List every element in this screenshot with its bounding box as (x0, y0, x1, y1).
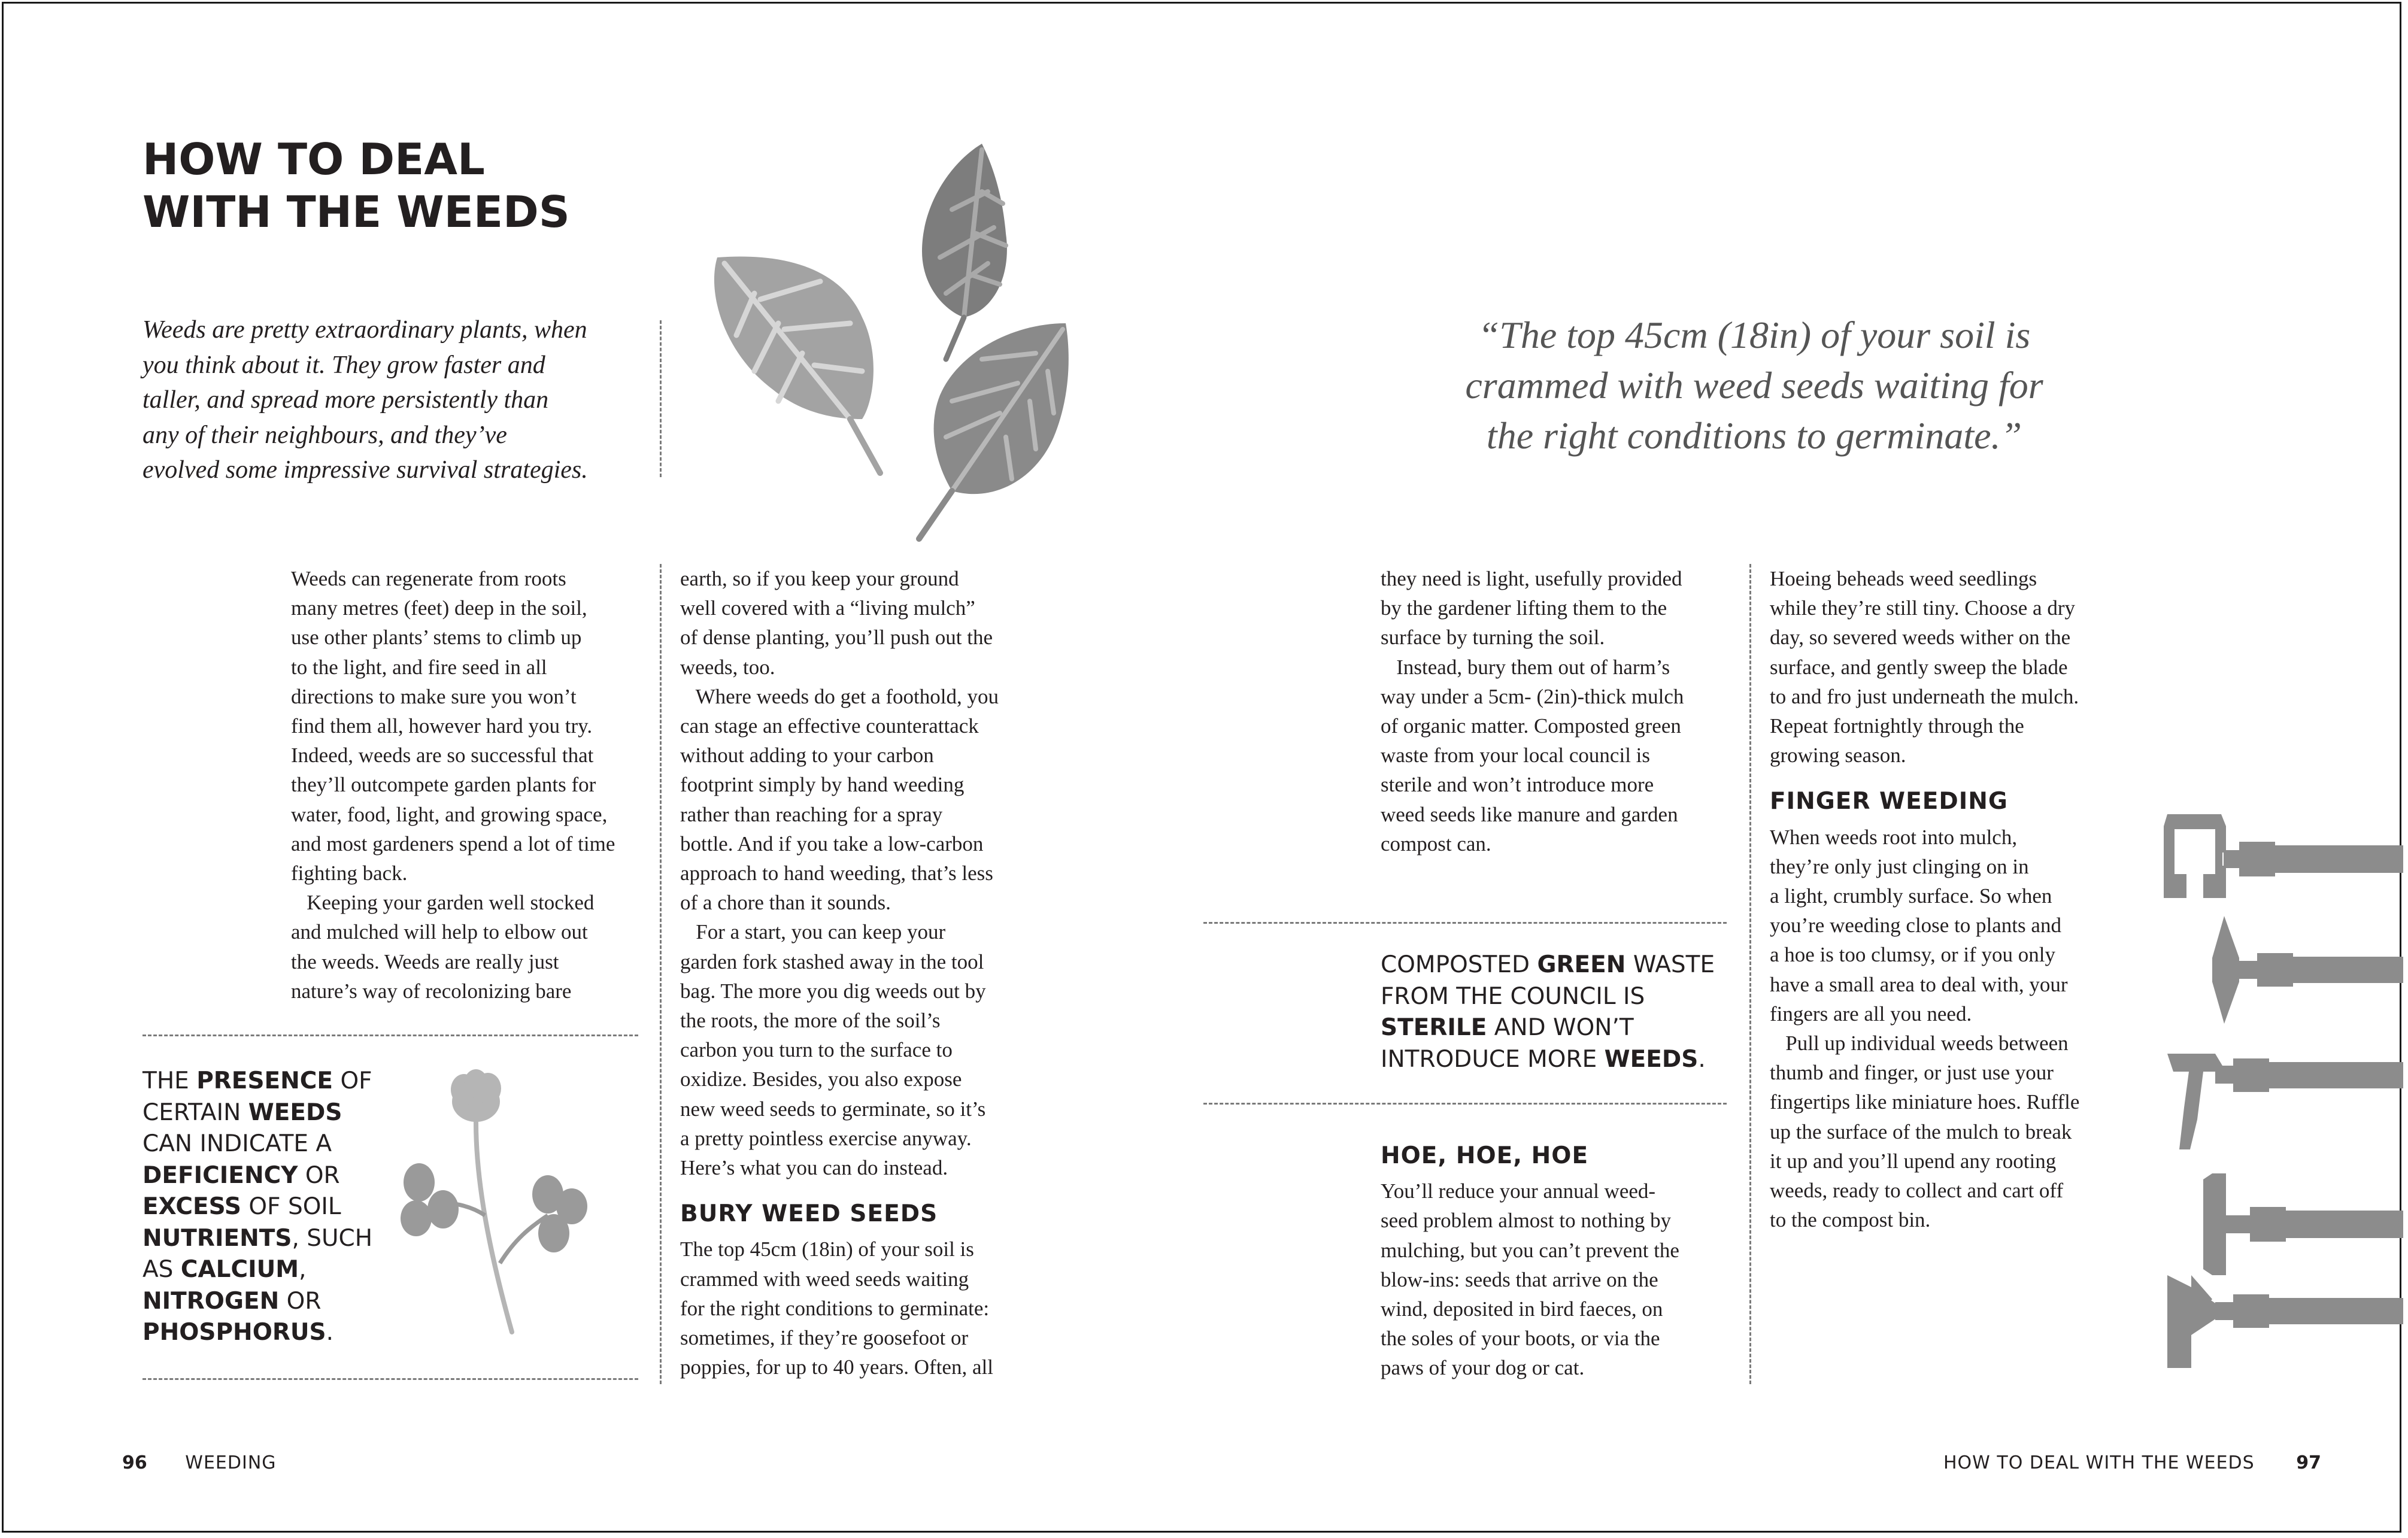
text-line: for the right conditions to germinate: (680, 1296, 990, 1320)
text-line: When weeds root into mulch, (1770, 825, 2018, 849)
pull-quote (1371, 310, 2137, 461)
page-number-left: 96 (122, 1452, 147, 1473)
text-line: rather than reaching for a spray (680, 802, 943, 826)
text-line: directions to make sure you won’t (291, 684, 577, 708)
text-line: mulching, but you can’t prevent the (1381, 1238, 1679, 1262)
text-line: day, so severed weeds wither on the (1770, 626, 2071, 650)
text-line: thumb and finger, or just use your (1770, 1061, 2054, 1085)
text-line: it up and you’ll upend any rooting (1770, 1149, 2057, 1173)
text-line: oxidize. Besides, you also expose (680, 1067, 962, 1091)
right-callout-top-divider (1203, 922, 1727, 924)
quote-line: the right conditions to germinate.” (1486, 414, 2022, 457)
text-line: fingertips like miniature hoes. Ruffle (1770, 1090, 2080, 1114)
text-line: many metres (feet) deep in the soil, (291, 596, 587, 620)
text-line: they’re only just clinging on in (1770, 854, 2029, 878)
text-line: way under a 5cm- (2in)-thick mulch (1381, 684, 1684, 708)
text-line: Hoeing beheads weed seedlings (1770, 567, 2037, 590)
text-line: earth, so if you keep your ground (680, 567, 959, 590)
section-heading-bury: BURY WEED SEEDS (680, 1200, 938, 1228)
text-line: growing season. (1770, 744, 1906, 768)
text-line: Instead, bury them out of harm’s (1381, 655, 1670, 679)
text-line: the weeds. Weeds are really just (291, 950, 559, 973)
text-line: they need is light, usefully provided (1381, 567, 1682, 590)
text-line: the roots, the more of the soil’s (680, 1009, 941, 1033)
right-footer (1943, 1451, 2321, 1475)
text-line: and most gardeners spend a lot of time (291, 832, 615, 856)
text-line: they’ll outcompete garden plants for (291, 773, 596, 797)
text-line: to and fro just underneath the mulch. (1770, 684, 2079, 708)
text-line: of a chore than it sounds. (680, 891, 891, 915)
intro-line: Weeds are pretty extraordinary plants, when (142, 316, 587, 344)
intro-line: evolved some impressive survival strategies. (142, 456, 588, 484)
section-heading-finger: FINGER WEEDING (1770, 788, 2008, 815)
running-head-left: WEEDING (185, 1452, 277, 1473)
text-line: of organic matter. Composted green (1381, 714, 1681, 738)
quote-line: crammed with weed seeds waiting for (1465, 364, 2043, 407)
text-line: well covered with a “living mulch” (680, 596, 975, 620)
text-line: weed seeds like manure and garden (1381, 802, 1678, 826)
text-line: Keeping your garden well stocked (291, 891, 595, 915)
intro-line: you think about it. They grow faster and (142, 351, 545, 379)
text-line: surface, and gently sweep the blade (1770, 655, 2068, 679)
text-line: sterile and won’t introduce more (1381, 773, 1654, 797)
text-line: surface by turning the soil. (1381, 626, 1605, 650)
text-line: of dense planting, you’ll push out the (680, 626, 993, 650)
text-line: while they’re still tiny. Choose a dry (1770, 596, 2075, 620)
text-line: compost can. (1381, 832, 1491, 856)
text-line: and mulched will help to elbow out (291, 920, 588, 944)
text-line: Indeed, weeds are so successful that (291, 744, 594, 768)
text-line: Here’s what you can do instead. (680, 1156, 948, 1180)
text-line: blow-ins: seeds that arrive on the (1381, 1267, 1658, 1291)
text-line: a hoe is too clumsy, or if you only (1770, 943, 2055, 967)
leaves-illustration (700, 138, 1072, 545)
column-2 (680, 564, 999, 1382)
text-line: crammed with weed seeds waiting (680, 1267, 969, 1291)
text-line: bottle. And if you take a low-carbon (680, 832, 984, 856)
text-line: bag. The more you dig weeds out by (680, 979, 986, 1003)
column-3-lower (1381, 1141, 1679, 1383)
text-line: to the compost bin. (1770, 1208, 1931, 1232)
text-line: to the light, and fire seed in all (291, 655, 547, 679)
text-line: footprint simply by hand weeding (680, 773, 965, 797)
text-line: fingers are all you need. (1770, 1002, 1972, 1026)
compost-callout: COMPOSTED GREEN WASTE FROM THE COUNCIL IS STERILE AND WON’T INTRODUCE MORE WEEDS. (1381, 951, 1715, 1073)
callout-top-divider (142, 1035, 638, 1036)
text-line: the soles of your boots, or via the (1381, 1327, 1660, 1351)
intro-line: taller, and spread more persistently than (142, 386, 549, 414)
text-line: a light, crumbly surface. So when (1770, 884, 2052, 908)
text-line: poppies, for up to 40 years. Often, all (680, 1355, 993, 1379)
text-line: Pull up individual weeds between (1770, 1032, 2069, 1055)
text-line: have a small area to deal with, your (1770, 972, 2068, 996)
page-title (142, 133, 570, 238)
text-line: You’ll reduce your annual weed- (1381, 1179, 1656, 1203)
column-divider-left (660, 564, 662, 1384)
intro-line: any of their neighbours, and they’ve (142, 421, 507, 449)
text-line: Repeat fortnightly through the (1770, 714, 2024, 738)
title-line-2: WITH THE WEEDS (142, 187, 570, 237)
section-heading-hoe: HOE, HOE, HOE (1381, 1142, 1589, 1169)
text-line: by the gardener lifting them to the (1381, 596, 1667, 620)
text-line: without adding to your carbon (680, 744, 934, 768)
text-line: paws of your dog or cat. (1381, 1356, 1585, 1380)
clover-illustration (395, 1066, 611, 1341)
text-line: weeds, ready to collect and cart off (1770, 1179, 2064, 1203)
running-head-right: HOW TO DEAL WITH THE WEEDS (1943, 1452, 2255, 1473)
intro-divider (660, 320, 662, 477)
text-line: a pretty pointless exercise anyway. (680, 1126, 972, 1150)
text-line: Weeds can regenerate from roots (291, 567, 566, 590)
text-line: find them all, however hard you try. (291, 714, 593, 738)
text-line: can stage an effective counterattack (680, 714, 979, 738)
title-line-1: HOW TO DEAL (142, 134, 485, 184)
column-4 (1770, 564, 2079, 1234)
left-footer (122, 1451, 277, 1475)
text-line: use other plants’ stems to climb up (291, 626, 582, 650)
text-line: approach to hand weeding, that’s less (680, 861, 993, 885)
text-line: wind, deposited in bird faeces, on (1381, 1297, 1663, 1321)
callout-bottom-divider (142, 1378, 638, 1380)
column-3 (1381, 564, 1684, 859)
text-line: new weed seeds to germinate, so it’s (680, 1097, 986, 1121)
text-line: fighting back. (291, 861, 408, 885)
nutrient-callout: THE PRESENCE OF CERTAIN WEEDS CAN INDICATE A DEFICIENCY OR EXCESS OF SOIL NUTRIENTS, SUCH AS CALCIUM, NITROGEN OR PHOSPHORUS. (142, 1067, 373, 1346)
right-callout-bottom-divider (1203, 1103, 1727, 1105)
text-line: For a start, you can keep your (680, 920, 946, 944)
page-number-right: 97 (2296, 1452, 2321, 1473)
text-line: you’re weeding close to plants and (1770, 914, 2061, 938)
intro-paragraph (142, 313, 663, 488)
text-line: garden fork stashed away in the tool (680, 950, 984, 973)
text-line: The top 45cm (18in) of your soil is (680, 1237, 974, 1261)
text-line: water, food, light, and growing space, (291, 802, 608, 826)
text-line: nature’s way of recolonizing bare (291, 979, 572, 1003)
text-line: carbon you turn to the surface to (680, 1038, 953, 1062)
text-line: Where weeds do get a foothold, you (680, 684, 999, 708)
text-line: weeds, too. (680, 655, 775, 679)
text-line: sometimes, if they’re goosefoot or (680, 1326, 969, 1350)
quote-line: “The top 45cm (18in) of your soil is (1478, 314, 2031, 356)
text-line: up the surface of the mulch to break (1770, 1120, 2072, 1143)
text-line: seed problem almost to nothing by (1381, 1209, 1672, 1233)
hoe-tools-illustration (2155, 808, 2403, 1371)
text-line: waste from your local council is (1381, 744, 1651, 768)
column-divider-right (1749, 564, 1751, 1384)
column-1 (291, 564, 615, 1006)
